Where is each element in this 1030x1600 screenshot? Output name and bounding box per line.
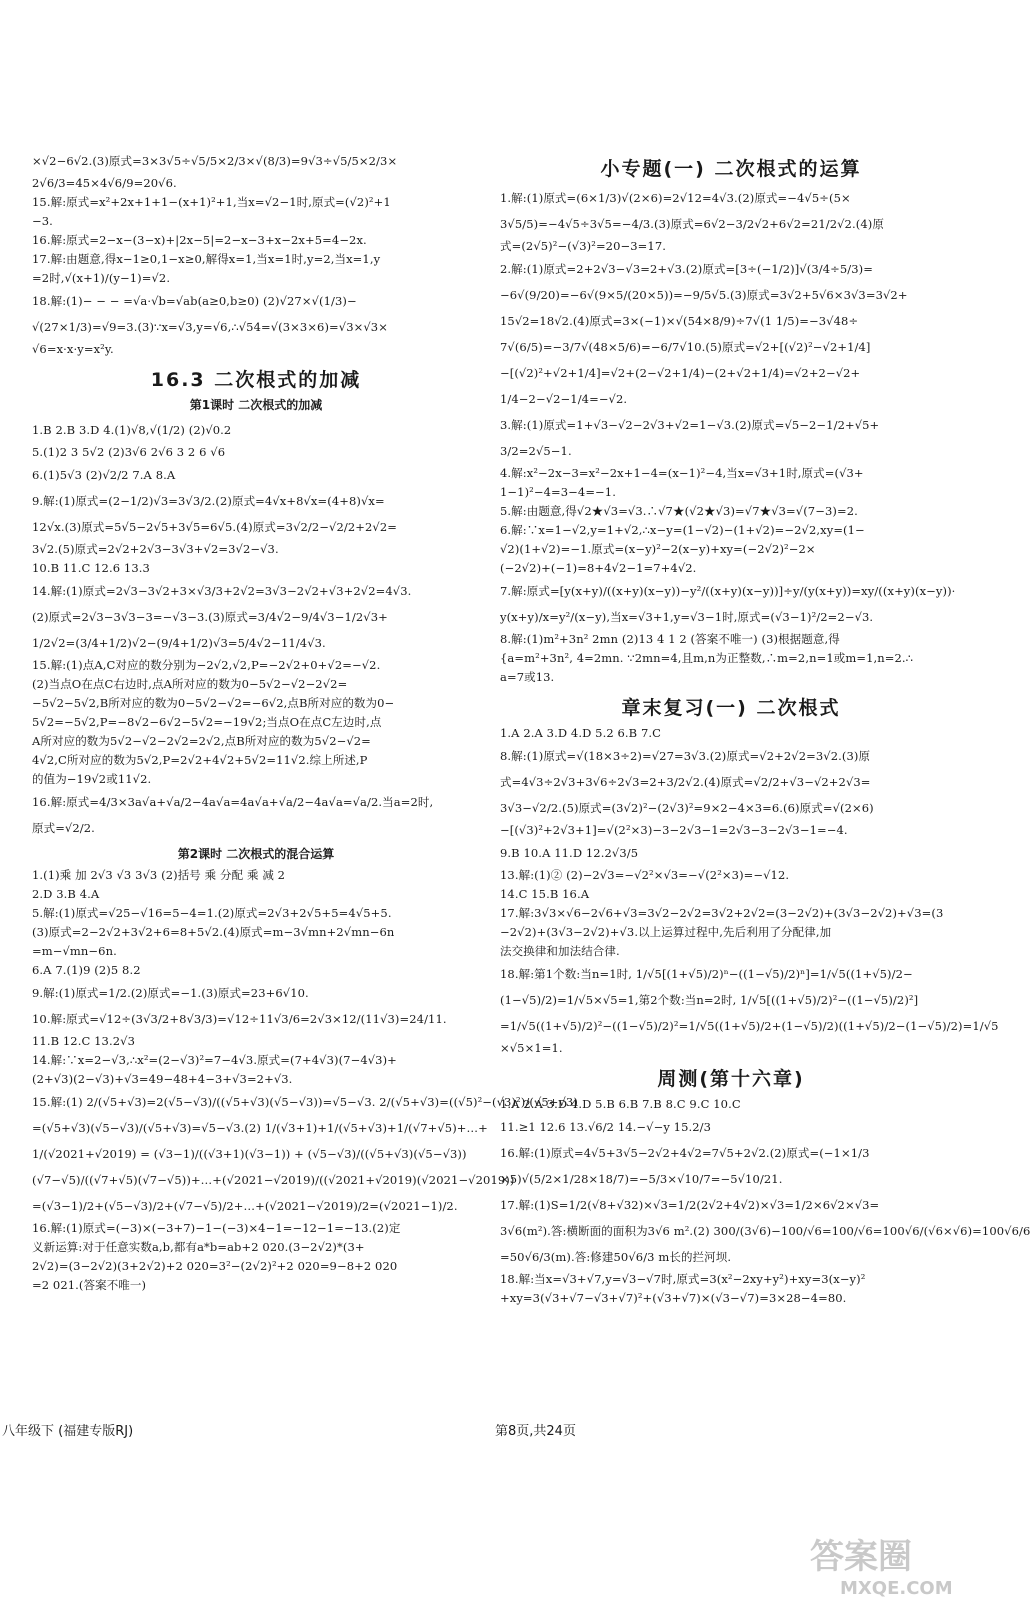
answer-line: 16.解:原式=4/3×3a√a+√a/2−4a√a=4a√a+√a/2−4a√a=√a/2.当a=2时, [32,795,434,809]
answer-line: 原式=√2/2. [32,821,95,835]
answer-line: 9.解:(1)原式=1/2.(2)原式=−1.(3)原式=23+6√10. [32,986,309,1000]
answer-line: 2.解:(1)原式=2+2√3−√3=2+√3.(2)原式=[3÷(−1/2)]√(3/4÷5/3)= [500,262,874,276]
answer-line: =(√3−1)/2+(√5−√3)/2+(√7−√5)/2+…+(√2021−√2019)/2=(√2021−1)/2. [32,1199,458,1213]
answer-line: ×√5×1=1. [500,1041,563,1055]
answer-line: (2+√3)(2−√3)+√3=49−48+4−3+√3=2+√3. [32,1072,293,1086]
answer-line: 16.解:(1)原式=(−3)×(−3+7)−1−(−3)×4−1=−12−1=−13.(2)定 [32,1221,401,1235]
answer-line: 18.解:(1)− − − =√a·√b=√ab(a≥0,b≥0) (2)√27×√(1/3)− [32,294,357,308]
answer-line: 1.B 2.B 3.D 4.(1)√8,√(1/2) (2)√0.2 [32,423,232,437]
answer-line: 2√2)=(3−2√2)(3+2√2)+2 020=3²−(2√2)²+2 020=9−8+2 020 [32,1259,398,1273]
answer-line: 的值为−19√2或11√2. [32,772,152,786]
answer-line: (2)原式=2√3−3√3−3=−√3−3.(3)原式=3/4√2−9/4√3−1/2√3+ [32,610,388,624]
answer-line: 18.解:第1个数:当n=1时, 1/√5[(1+√5)/2)ⁿ−((1−√5)/2)ⁿ]=1/√5((1+√5)/2− [500,967,913,981]
answer-line: −6√(9/20)=−6√(9×5/(20×5))=−9/5√5.(3)原式=3√2+5√6×3√3=3√2+ [500,288,908,302]
answer-line: A所对应的数为5√2−√2−2√2=2√2,点B所对应的数为5√2−√2= [32,734,371,748]
answer-line: 2.D 3.B 4.A [32,887,100,901]
answer-line: 3.解:(1)原式=1+√3−√2−2√3+√2=1−√3.(2)原式=√5−2−1/2+√5+ [500,418,880,432]
watermark-url: MXQE.COM [840,1578,953,1599]
answer-line: √2)(1+√2)=−1.原式=(x−y)²−2(x−y)+xy=(−2√2)²−2× [500,542,816,556]
answer-line: 法交换律和加法结合律. [500,944,620,958]
answer-line: 15.解:(1) 2/(√5+√3)=2(√5−√3)/((√5+√3)(√5−√3))=√5−√3. 2/(√5+√3)=((√5)²−(√3)²)/(√5+√3) [32,1095,578,1109]
watermark-text: 答案圈 [810,1537,912,1577]
answer-line: 3/2=2√5−1. [500,444,572,458]
answer-line: 1/(√2021+√2019) = (√3−1)/((√3+1)(√3−1)) + (√5−√3)/((√5+√3)(√5−√3)) [32,1147,467,1161]
answer-line: −5√2−5√2,B所对应的数为0−5√2−√2=−6√2,点B所对应的数为0− [32,696,395,710]
answer-line: √6=x·x·y=x²y. [32,342,114,356]
answer-line: =2 021.(答案不唯一) [32,1278,147,1292]
answer-line: 6.(1)5√3 (2)√2/2 7.A 8.A [32,468,176,482]
answer-line: 8.解:(1)m²+3n² 2mn (2)13 4 1 2 (答案不唯一) (3)根据题意,得 [500,632,840,646]
answer-line: 18.解:当x=√3+√7,y=√3−√7时,原式=3(x²−2xy+y²)+xy=3(x−y)² [500,1272,866,1286]
answer-line: ×5)√(5/2×1/28×18/7)=−5/3×√10/7=−5√10/21. [500,1172,783,1186]
answer-line: {a=m²+3n², 4=2mn. ∵2mn=4,且m,n为正整数,∴m=2,n=1或m=1,n=2.∴ [500,651,914,665]
answer-line: 5.解:由题意,得√2★√3=√3.∴√7★(√2★√3)=√7★√3=√(7−3)=2. [500,504,858,518]
footer-grade-edition: 八年级下 (福建专版RJ) [2,1424,134,1439]
answer-line: =1/√5((1+√5)/2)²−((1−√5)/2)²=1/√5((1+√5)/2+(1−√5)/2)((1+√5)/2−(1−√5)/2)=1/√5 [500,1019,999,1033]
footer-page-number: 第8页,共24页 [495,1424,576,1439]
answer-line: +xy=3(√3+√7−√3+√7)²+(√3+√7)×(√3−√7)=3×28−4=80. [500,1291,847,1305]
answer-line: 11.B 12.C 13.2√3 [32,1034,135,1048]
answer-line: 11.≥1 12.6 13.√6/2 14.−√−y 15.2/3 [500,1120,712,1134]
answer-line: 1.(1)乘 加 2√3 √3 3√3 (2)括号 乘 分配 乘 减 2 [32,868,286,882]
section-heading: 周测(第十六章) [657,1068,805,1090]
watermark-logo [800,1530,990,1600]
answer-line: 9.解:(1)原式=(2−1/2)√3=3√3/2.(2)原式=4√x+8√x=(4+8)√x= [32,494,385,508]
answer-line: 14.解:∵x=2−√3,∴x²=(2−√3)²=7−4√3.原式=(7+4√3)(7−4√3)+ [32,1053,397,1067]
answer-line: 3√5/5)=−4√5÷3√5=−4/3.(3)原式=6√2−3/2√2+6√2=21/2√2.(4)原 [500,217,884,231]
answer-line: 14.解:(1)原式=2√3−3√2+3×√3/3+2√2=3√3−2√2+√3+2√2=4√3. [32,584,412,598]
answer-line: a=7或13. [500,670,555,684]
answer-line: 15.解:原式=x²+2x+1+1−(x+1)²+1,当x=√2−1时,原式=(√2)²+1 [32,195,391,209]
answer-line: 15√2=18√2.(4)原式=3×(−1)×√(54×8/9)÷7√(1 1/5)=−3√48÷ [500,314,859,328]
answer-line: −2√2)+(3√3−2√2)+√3.以上运算过程中,先后利用了分配律,加 [500,925,832,939]
answer-line: 义新运算:对于任意实数a,b,都有a*b=ab+2 020.(3−2√2)*(3+ [32,1240,365,1254]
answer-line: 8.解:(1)原式=√(18×3÷2)=√27=3√3.(2)原式=√2+2√2=3√2.(3)原 [500,749,871,763]
subsection-heading: 第2课时 二次根式的混合运算 [177,847,335,861]
answer-line: 7√(6/5)=−3/7√(48×5/6)=−6/7√10.(5)原式=√2+[(√2)²−√2+1/4] [500,340,871,354]
answer-line: 式=4√3÷2√3+3√6÷2√3=2+3/2√2.(4)原式=√2/2+√3−√2+2√3= [500,775,871,789]
answer-line: 3√6(m²).答:横断面的面积为3√6 m².(2) 300/(3√6)−100/√6=100/√6=100√6/(√6×√6)=100√6/6 [500,1224,1030,1238]
answer-line: (1−√5)/2)=1/√5×√5=1,第2个数:当n=2时, 1/√5[((1+√5)/2)²−((1−√5)/2)²] [500,993,919,1007]
answer-line: =(√5+√3)(√5−√3)/(√5+√3)=√5−√3.(2) 1/(√3+1)+1/(√5+√3)+1/(√7+√5)+…+ [32,1121,488,1135]
answer-line: 6.解:∵x=1−√2,y=1+√2,∴x−y=(1−√2)−(1+√2)=−2√2,xy=(1− [500,523,865,537]
answer-line: 5.解:(1)原式=√25−√16=5−4=1.(2)原式=2√3+2√5+5=4√5+5. [32,906,392,920]
answer-line: 13.解:(1)② (2)−2√3=−√2²×√3=−√(2²×3)=−√12. [500,868,790,882]
section-heading: 16.3 二次根式的加减 [150,369,362,391]
page-footer [0,1420,1000,1442]
answer-line: 12√x.(3)原式=5√5−2√5+3√5=6√5.(4)原式=3√2/2−√2/2+2√2= [32,520,398,534]
answer-line: 14.C 15.B 16.A [500,887,590,901]
answer-line: 10.解:原式=√12÷(3√3/2+8√3/3)=√12÷11√3/6=2√3×12/(11√3)=24/11. [32,1012,447,1026]
answer-line: 5√2=−5√2,P=−8√2−6√2−5√2=−19√2;当点O在点C左边时,点 [32,715,382,729]
answer-line: −[(√2)²+√2+1/4]=√2+(2−√2+1/4)−(2+√2+1/4)=√2+2−√2+ [500,366,861,380]
answer-line: 10.B 11.C 12.6 13.3 [32,561,150,575]
answer-line: 17.解:(1)S=1/2(√8+√32)×√3=1/2(2√2+4√2)×√3=1/2×6√2×√3= [500,1198,880,1212]
answer-line: 4.解:x²−2x−3=x²−2x+1−4=(x−1)²−4,当x=√3+1时,原式=(√3+ [500,466,864,480]
answer-line: =m−√mn−6n. [32,944,117,958]
answer-line: 17.解:由题意,得x−1≥0,1−x≥0,解得x=1,当x=1时,y=2,当x=1,y [32,252,381,266]
answer-line: −3. [32,214,53,228]
answer-line: 9.B 10.A 11.D 12.2√3/5 [500,846,639,860]
answer-line: 7.解:原式=[y(x+y)/((x+y)(x−y))−y²/((x+y)(x−y))]÷y/(y(x+y))=xy/((x+y)(x−y))· [500,584,956,598]
answer-line: 16.解:(1)原式=4√5+3√5−2√2+4√2=7√5+2√2.(2)原式=(−1×1/3 [500,1146,870,1160]
answer-line: √(27×1/3)=√9=3.(3)∵x=√3,y=√6,∴√54=√(3×3×6)=√3×√3× [32,320,388,334]
answer-line: (2)当点O在点C右边时,点A所对应的数为0−5√2−√2−2√2= [32,677,348,691]
answer-line: ×√2−6√2.(3)原式=3×3√5÷√5/5×2/3×√(8/3)=9√3÷√5/5×2/3× [32,154,398,168]
subsection-heading: 第1课时 二次根式的加减 [189,398,323,412]
answer-line: 5.(1)2 3 5√2 (2)3√6 2√6 3 2 6 √6 [32,445,226,459]
answer-line: (3)原式=2−2√2+3√2+6=8+5√2.(4)原式=m−3√mn+2√mn−6n [32,925,395,939]
answer-line: −[(√3)²+2√3+1]=√(2²×3)−3−2√3−1=2√3−3−2√3−1=−4. [500,823,848,837]
answer-line: 1.解:(1)原式=(6×1/3)√(2×6)=2√12=4√3.(2)原式=−4√5÷(5× [500,191,851,205]
answer-line: 3√2.(5)原式=2√2+2√3−3√3+√2=3√2−√3. [32,542,279,556]
answer-line: =50√6/3(m).答:修建50√6/3 m长的拦河坝. [500,1250,732,1264]
answer-line: (−2√2)+(−1)=8+4√2−1=7+4√2. [500,561,697,575]
answer-line: 3√3−√2/2.(5)原式=(3√2)²−(2√3)²=9×2−4×3=6.(6)原式=√(2×6) [500,801,874,815]
right-column [500,148,1030,1308]
section-heading: 小专题(一) 二次根式的运算 [600,158,862,180]
answer-line: 1.A 2.A 3.D 4.D 5.B 6.B 7.B 8.C 9.C 10.C [500,1097,741,1111]
answer-line: 1.A 2.A 3.D 4.D 5.2 6.B 7.C [500,726,662,740]
answer-line: 2√6/3=45×4√6/9=20√6. [32,176,177,190]
answer-line: 1/2√2=(3/4+1/2)√2−(9/4+1/2)√3=5/4√2−11/4√3. [32,636,326,650]
answer-line: 17.解:3√3×√6−2√6+√3=3√2−2√2=3√2+2√2=(3−2√2)+(3√3−2√2)+√3=(3 [500,906,944,920]
answer-line: 16.解:原式=2−x−(3−x)+|2x−5|=2−x−3+x−2x+5=4−2x. [32,233,367,247]
answer-line: 6.A 7.(1)9 (2)5 8.2 [32,963,141,977]
answer-line: 4√2,C所对应的数为5√2,P=2√2+4√2+5√2=11√2.综上所述,P [32,753,368,767]
section-heading: 章末复习(一) 二次根式 [621,697,841,719]
answer-line: 式=(2√5)²−(√3)²=20−3=17. [500,239,666,253]
answer-line: (√7−√5)/((√7+√5)(√7−√5))+…+(√2021−√2019)/((√2021+√2019)(√2021−√2019)) [32,1173,515,1187]
answer-line: 15.解:(1)点A,C对应的数分别为−2√2,√2,P=−2√2+0+√2=−√2. [32,658,381,672]
answer-line: 1/4−2−√2−1/4=−√2. [500,392,628,406]
answer-line: =2时,√(x+1)/(y−1)=√2. [32,271,171,285]
answer-line: 1−1)²−4=3−4=−1. [500,485,616,499]
answer-line: y(x+y)/x=y²/(x−y),当x=√3+1,y=√3−1时,原式=(√3−1)²/2=2−√3. [500,610,874,624]
